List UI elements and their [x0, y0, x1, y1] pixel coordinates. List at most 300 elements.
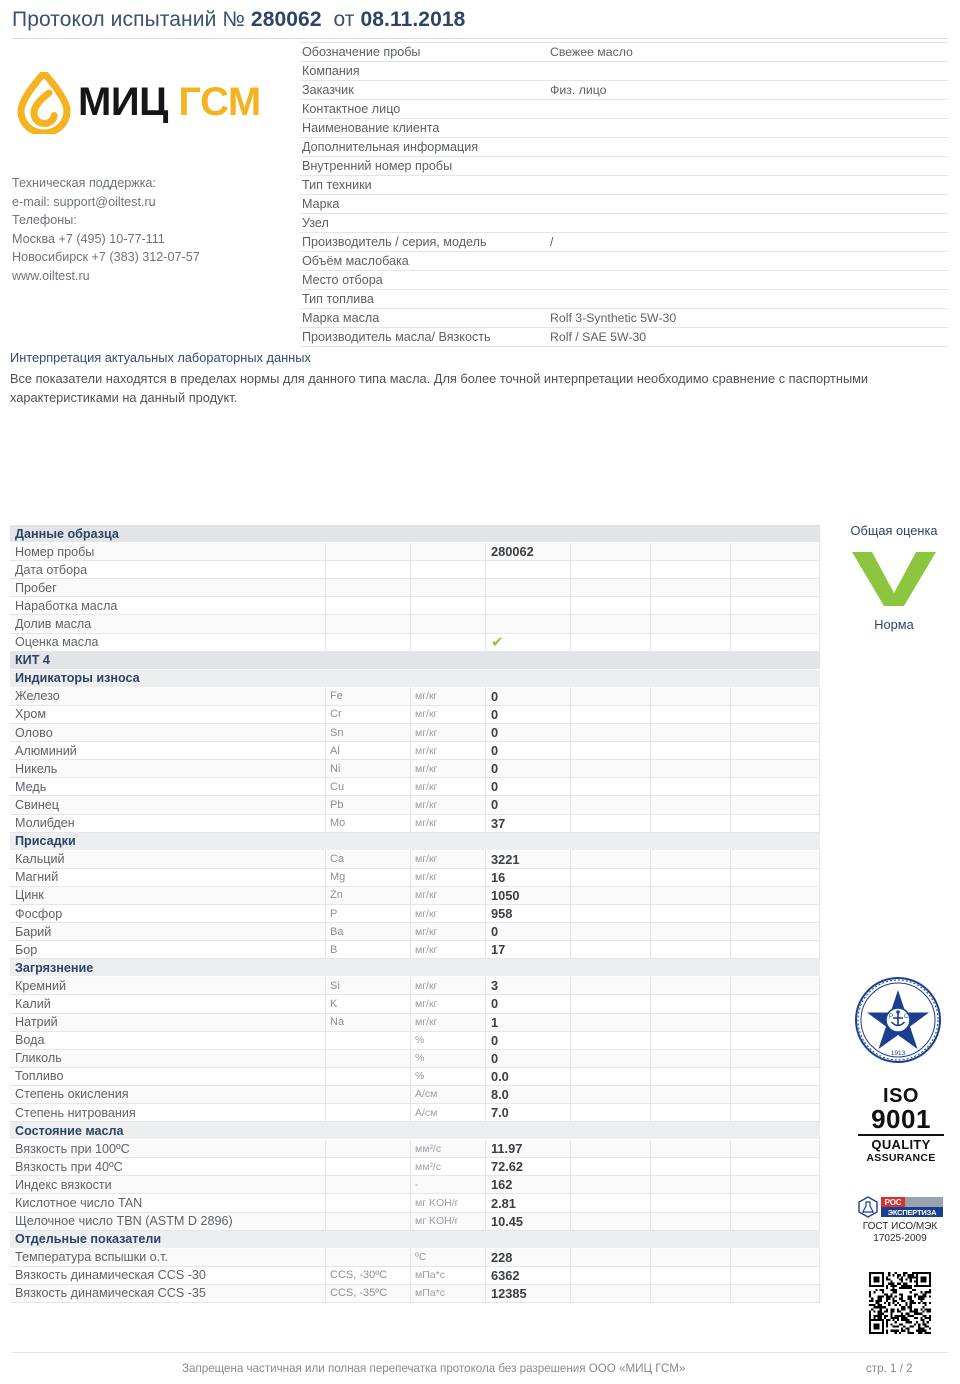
empty-period-cell — [570, 561, 650, 579]
title-divider — [12, 38, 948, 39]
svg-text:1913: 1913 — [890, 1050, 906, 1057]
date-prefix: от — [333, 8, 355, 31]
parameter-unit: мг/кг — [410, 705, 485, 723]
empty-period-cell — [650, 1212, 730, 1230]
empty-period-cell — [570, 1248, 650, 1266]
empty-period-cell — [650, 1266, 730, 1284]
parameter-unit: мг/кг — [410, 742, 485, 760]
empty-period-cell — [730, 941, 820, 959]
parameter-value: 3 — [485, 977, 570, 995]
sample-info-table — [300, 42, 948, 347]
parameter-value: 0 — [485, 923, 570, 941]
empty-period-cell — [730, 886, 820, 904]
empty-period-cell — [570, 597, 650, 615]
parameter-value: 37 — [485, 814, 570, 832]
table-row — [10, 597, 820, 615]
parameter-unit — [410, 579, 485, 597]
parameter-symbol — [325, 633, 410, 651]
table-row — [10, 778, 820, 796]
support-email[interactable]: e-mail: support@oiltest.ru — [12, 194, 156, 209]
sample-info-label: Компания — [302, 64, 360, 78]
parameter-value: 6362 — [485, 1266, 570, 1284]
parameter-unit: мг/кг — [410, 868, 485, 886]
phones-label: Телефоны: — [12, 213, 77, 228]
logo-text-gsm: ГСМ — [178, 80, 261, 124]
parameter-name: Вязкость при 100ºC — [15, 1141, 130, 1156]
empty-period-cell — [570, 995, 650, 1013]
sample-info-label: Производитель / серия, модель — [302, 235, 487, 249]
table-row — [10, 760, 820, 778]
iso-line-1: ISO — [883, 1085, 919, 1107]
overall-rating-block — [828, 523, 960, 632]
sample-info-label: Заказчик — [302, 83, 354, 97]
empty-period-cell — [730, 687, 820, 705]
svg-text:Р: Р — [889, 1014, 894, 1020]
parameter-symbol: Fe — [325, 687, 410, 705]
parameter-unit: мг/кг — [410, 814, 485, 832]
table-row — [10, 815, 820, 833]
logo-wordmark — [78, 80, 261, 124]
website-link[interactable]: www.oiltest.ru — [12, 268, 90, 283]
sample-info-row — [300, 138, 948, 157]
number-prefix: № — [222, 8, 245, 31]
parameter-name: Оценка масла — [15, 635, 99, 650]
parameter-name: Дата отбора — [15, 562, 88, 577]
table-row — [10, 1267, 820, 1285]
parameter-name: Степень нитрования — [15, 1105, 136, 1120]
parameter-symbol: Mo — [325, 814, 410, 832]
empty-period-cell — [730, 1140, 820, 1158]
oil-drop-icon — [16, 72, 72, 134]
table-row — [10, 1014, 820, 1032]
empty-period-cell — [570, 941, 650, 959]
sample-info-row — [300, 252, 948, 271]
parameter-name: Натрий — [15, 1015, 58, 1030]
parameter-value: 7.0 — [485, 1104, 570, 1122]
parameter-symbol: P — [325, 904, 410, 922]
parameter-unit: мг KOH/г — [410, 1194, 485, 1212]
empty-period-cell — [570, 1266, 650, 1284]
empty-period-cell — [730, 705, 820, 723]
parameter-name: Хром — [15, 707, 47, 722]
empty-period-cell — [570, 1158, 650, 1176]
empty-period-cell — [650, 977, 730, 995]
empty-period-cell — [730, 742, 820, 760]
empty-period-cell — [570, 886, 650, 904]
empty-period-cell — [650, 1248, 730, 1266]
empty-period-cell — [650, 941, 730, 959]
empty-period-cell — [570, 778, 650, 796]
table-row — [10, 977, 820, 995]
parameter-unit — [410, 633, 485, 651]
parameter-unit: мг/кг — [410, 724, 485, 742]
parameter-value: 12385 — [485, 1284, 570, 1302]
sample-info-label: Производитель масла/ Вязкость — [302, 330, 491, 344]
parameter-value: 72.62 — [485, 1158, 570, 1176]
parameter-unit: мг/кг — [410, 850, 485, 868]
check-mark-icon — [846, 548, 942, 610]
parameter-symbol — [325, 1212, 410, 1230]
table-row — [10, 923, 820, 941]
table-row — [10, 724, 820, 742]
gost-badge-row — [850, 1196, 950, 1218]
parameter-name: Бор — [15, 942, 38, 957]
footer-page-number: стр. 1 / 2 — [866, 1362, 913, 1375]
logo-text-mic: МИЦ — [78, 80, 168, 124]
parameter-unit: мг/кг — [410, 977, 485, 995]
empty-period-cell — [570, 705, 650, 723]
empty-period-cell — [570, 1284, 650, 1302]
parameter-value: 0 — [485, 687, 570, 705]
parameter-value: 280062 — [485, 543, 570, 561]
sample-info-label: Марка — [302, 197, 340, 211]
parameter-value: 958 — [485, 904, 570, 922]
parameter-unit: мг/кг — [410, 941, 485, 959]
empty-period-cell — [650, 1140, 730, 1158]
parameter-value — [485, 615, 570, 633]
parameter-name: Кремний — [15, 978, 67, 993]
parameter-symbol: Pb — [325, 796, 410, 814]
ros-top-row — [881, 1197, 943, 1207]
empty-period-cell — [650, 561, 730, 579]
parameter-value: 2.81 — [485, 1194, 570, 1212]
empty-period-cell — [650, 868, 730, 886]
parameter-name: Температура вспышки о.т. — [15, 1250, 169, 1265]
empty-period-cell — [730, 579, 820, 597]
parameter-value: 3221 — [485, 850, 570, 868]
empty-period-cell — [570, 904, 650, 922]
parameter-unit: мг/кг — [410, 778, 485, 796]
sample-info-row — [300, 214, 948, 233]
table-row — [10, 941, 820, 959]
empty-period-cell — [570, 1085, 650, 1103]
empty-period-cell — [570, 543, 650, 561]
sample-info-row — [300, 81, 948, 100]
overall-rating-status: Норма — [874, 617, 914, 632]
empty-period-cell — [650, 1158, 730, 1176]
table-row — [10, 1032, 820, 1050]
gost-line-1: ГОСТ ИСО/МЭК — [862, 1221, 938, 1232]
empty-period-cell — [730, 543, 820, 561]
ros-red-label: РОС — [881, 1197, 905, 1207]
sample-info-row — [300, 328, 948, 347]
sample-info-value: Физ. лицо — [550, 83, 607, 97]
empty-period-cell — [570, 1104, 650, 1122]
sample-info-label: Обозначение пробы — [302, 45, 421, 59]
parameter-value: 11.97 — [485, 1140, 570, 1158]
parameter-unit: мг KOH/г — [410, 1212, 485, 1230]
empty-period-cell — [730, 1013, 820, 1031]
empty-period-cell — [650, 1085, 730, 1103]
sample-info-label: Дополнительная информация — [302, 140, 479, 154]
parameter-symbol: B — [325, 941, 410, 959]
parameter-symbol — [325, 1158, 410, 1176]
sample-info-value: / — [550, 235, 554, 249]
parameter-symbol: Ni — [325, 760, 410, 778]
parameter-symbol: Sn — [325, 724, 410, 742]
svg-text:С: С — [904, 1014, 909, 1020]
empty-period-cell — [570, 760, 650, 778]
parameter-value: 1050 — [485, 886, 570, 904]
parameter-name: Алюминий — [15, 743, 77, 758]
empty-period-cell — [730, 1067, 820, 1085]
parameter-symbol — [325, 1194, 410, 1212]
parameter-name: Щелочное число TBN (ASTM D 2896) — [15, 1214, 233, 1229]
parameter-name: Наработка масла — [15, 598, 118, 613]
iso-divider — [858, 1134, 944, 1136]
overall-rating-title: Общая оценка — [850, 523, 938, 538]
parameter-symbol: CCS, -35ºC — [325, 1284, 410, 1302]
empty-period-cell — [650, 742, 730, 760]
empty-period-cell — [570, 1013, 650, 1031]
parameter-name: Никель — [15, 761, 58, 776]
sample-info-label: Тип топлива — [302, 292, 374, 306]
results-section-header: Данные образца — [10, 525, 820, 543]
empty-period-cell — [650, 778, 730, 796]
parameter-value: 8.0 — [485, 1085, 570, 1103]
iso-line-2: 9001 — [871, 1104, 931, 1134]
empty-period-cell — [570, 1067, 650, 1085]
sample-info-row — [300, 42, 948, 62]
parameter-name: Медь — [15, 779, 47, 794]
parameter-value — [485, 561, 570, 579]
empty-period-cell — [730, 1266, 820, 1284]
parameter-unit: % — [410, 1031, 485, 1049]
sample-info-label: Узел — [302, 216, 329, 230]
empty-period-cell — [650, 904, 730, 922]
empty-period-cell — [730, 1176, 820, 1194]
parameter-symbol: Cu — [325, 778, 410, 796]
empty-period-cell — [650, 923, 730, 941]
table-row — [10, 561, 820, 579]
table-row — [10, 1104, 820, 1122]
results-section-header: КИТ 4 — [10, 652, 820, 670]
empty-period-cell — [650, 814, 730, 832]
parameter-unit: A/см — [410, 1104, 485, 1122]
parameter-symbol — [325, 1140, 410, 1158]
page-title-label: Протокол испытаний — [12, 8, 217, 31]
empty-period-cell — [570, 687, 650, 705]
parameter-symbol — [325, 1104, 410, 1122]
parameter-symbol — [325, 1049, 410, 1067]
parameter-symbol: Si — [325, 977, 410, 995]
empty-period-cell — [730, 1085, 820, 1103]
parameter-unit: мПа*с — [410, 1284, 485, 1302]
phone-moscow: Москва +7 (495) 10-77-111 — [12, 231, 165, 246]
parameter-symbol — [325, 615, 410, 633]
table-row — [10, 1050, 820, 1068]
empty-period-cell — [730, 1104, 820, 1122]
flask-icon — [857, 1196, 879, 1218]
parameter-name: Калий — [15, 996, 51, 1011]
sample-info-row — [300, 233, 948, 252]
empty-period-cell — [730, 1158, 820, 1176]
parameter-unit: мг/кг — [410, 923, 485, 941]
parameter-symbol: CCS, -30ºC — [325, 1266, 410, 1284]
empty-period-cell — [730, 724, 820, 742]
parameter-name: Индекс вязкости — [15, 1177, 112, 1192]
parameter-unit: A/см — [410, 1085, 485, 1103]
sample-info-row — [300, 309, 948, 328]
interpretation-block — [10, 350, 930, 407]
empty-period-cell — [730, 1248, 820, 1266]
parameter-value: 0 — [485, 724, 570, 742]
empty-period-cell — [650, 796, 730, 814]
parameter-symbol — [325, 561, 410, 579]
ros-grey-lines — [905, 1197, 943, 1207]
empty-period-cell — [730, 633, 820, 651]
parameter-value — [485, 597, 570, 615]
table-row — [10, 1086, 820, 1104]
empty-period-cell — [650, 886, 730, 904]
parameter-name: Вязкость динамическая CCS -30 — [15, 1268, 206, 1283]
iso-line-4: ASSURANCE — [866, 1152, 936, 1164]
parameter-value: 1 — [485, 1013, 570, 1031]
parameter-value: 16 — [485, 868, 570, 886]
company-logo — [14, 72, 284, 134]
parameter-name: Топливо — [15, 1069, 64, 1084]
empty-period-cell — [650, 597, 730, 615]
sample-info-label: Марка масла — [302, 311, 380, 325]
empty-period-cell — [650, 1031, 730, 1049]
parameter-value: 0 — [485, 778, 570, 796]
parameter-symbol — [325, 579, 410, 597]
parameter-unit: мг/кг — [410, 796, 485, 814]
results-section-header: Присадки — [10, 833, 820, 851]
empty-period-cell — [650, 1104, 730, 1122]
empty-period-cell — [730, 597, 820, 615]
parameter-name: Магний — [15, 870, 59, 885]
parameter-symbol — [325, 597, 410, 615]
parameter-name: Фосфор — [15, 906, 63, 921]
empty-period-cell — [570, 1176, 650, 1194]
parameter-symbol: Cr — [325, 705, 410, 723]
empty-period-cell — [650, 995, 730, 1013]
parameter-name: Вязкость динамическая CCS -35 — [15, 1286, 206, 1301]
empty-period-cell — [650, 850, 730, 868]
parameter-unit: мг/кг — [410, 904, 485, 922]
parameter-name: Цинк — [15, 888, 44, 903]
empty-period-cell — [650, 687, 730, 705]
empty-period-cell — [730, 760, 820, 778]
empty-period-cell — [570, 724, 650, 742]
parameter-name: Кальций — [15, 852, 65, 867]
parameter-symbol — [325, 1067, 410, 1085]
sample-info-row — [300, 195, 948, 214]
results-section-header: Состояние масла — [10, 1122, 820, 1140]
table-row — [10, 1176, 820, 1194]
footer-copyright: Запрещена частичная или полная перепечатка протокола без разрешения ООО «МИЦ ГСМ» — [182, 1362, 686, 1375]
parameter-value — [485, 579, 570, 597]
gost-accreditation-badge — [850, 1196, 950, 1245]
empty-period-cell — [730, 796, 820, 814]
parameter-name: Степень окисления — [15, 1087, 129, 1102]
parameter-value: 10.45 — [485, 1212, 570, 1230]
parameter-unit — [410, 615, 485, 633]
results-section-header: Отдельные показатели — [10, 1231, 820, 1249]
parameter-value: 0 — [485, 760, 570, 778]
sample-info-row — [300, 157, 948, 176]
table-row — [10, 851, 820, 869]
parameter-name: Олово — [15, 725, 53, 740]
sample-info-row — [300, 100, 948, 119]
empty-period-cell — [650, 1194, 730, 1212]
empty-period-cell — [730, 850, 820, 868]
qr-code-icon[interactable] — [854, 1272, 946, 1334]
parameter-symbol: Ba — [325, 923, 410, 941]
parameter-unit: % — [410, 1049, 485, 1067]
sample-info-value: Rolf / SAE 5W-30 — [550, 330, 647, 344]
empty-period-cell — [730, 868, 820, 886]
sample-info-label: Тип техники — [302, 178, 372, 192]
empty-period-cell — [730, 1031, 820, 1049]
table-row — [10, 706, 820, 724]
empty-period-cell — [730, 1212, 820, 1230]
parameter-value: 0 — [485, 705, 570, 723]
parameter-value: 0 — [485, 1049, 570, 1067]
ros-expertise-logo — [881, 1197, 943, 1217]
empty-period-cell — [730, 561, 820, 579]
empty-period-cell — [730, 814, 820, 832]
empty-period-cell — [570, 850, 650, 868]
sample-info-row — [300, 62, 948, 81]
empty-period-cell — [570, 579, 650, 597]
parameter-name: Свинец — [15, 797, 59, 812]
table-row — [10, 796, 820, 814]
empty-period-cell — [730, 923, 820, 941]
check-mark-icon: ✔ — [491, 633, 504, 651]
parameter-name: Долив масла — [15, 617, 92, 632]
empty-period-cell — [650, 705, 730, 723]
protocol-number: 280062 — [250, 8, 322, 31]
empty-period-cell — [730, 977, 820, 995]
empty-period-cell — [650, 1284, 730, 1302]
sample-info-label: Наименование клиента — [302, 121, 440, 135]
parameter-value: 228 — [485, 1248, 570, 1266]
table-row — [10, 869, 820, 887]
sample-info-value: Rolf 3-Synthetic 5W-30 — [550, 311, 677, 325]
parameter-symbol — [325, 1031, 410, 1049]
results-section-header: Индикаторы износа — [10, 670, 820, 688]
parameter-unit: мг/кг — [410, 995, 485, 1013]
table-row — [10, 1158, 820, 1176]
table-row — [10, 1140, 820, 1158]
interpretation-heading: Интерпретация актуальных лабораторных данных — [10, 350, 311, 365]
parameter-symbol: K — [325, 995, 410, 1013]
empty-period-cell — [570, 796, 650, 814]
parameter-unit: мг/кг — [410, 687, 485, 705]
table-row — [10, 905, 820, 923]
empty-period-cell — [570, 977, 650, 995]
parameter-unit: - — [410, 1176, 485, 1194]
sample-info-row — [300, 119, 948, 138]
maritime-register-seal-icon — [846, 974, 950, 1066]
parameter-symbol — [325, 1085, 410, 1103]
empty-period-cell — [570, 814, 650, 832]
parameter-name: Вязкость при 40ºC — [15, 1159, 123, 1174]
contact-block — [12, 174, 292, 286]
table-row — [10, 579, 820, 597]
empty-period-cell — [570, 1194, 650, 1212]
table-row — [10, 1194, 820, 1212]
empty-period-cell — [570, 1049, 650, 1067]
parameter-symbol: Al — [325, 742, 410, 760]
empty-period-cell — [570, 1212, 650, 1230]
support-label: Техническая поддержка: — [12, 176, 156, 190]
gost-line-2: 17025-2009 — [873, 1233, 927, 1244]
sample-info-label: Контактное лицо — [302, 102, 401, 116]
phone-novosibirsk: Новосибирск +7 (383) 312-07-57 — [12, 250, 200, 265]
